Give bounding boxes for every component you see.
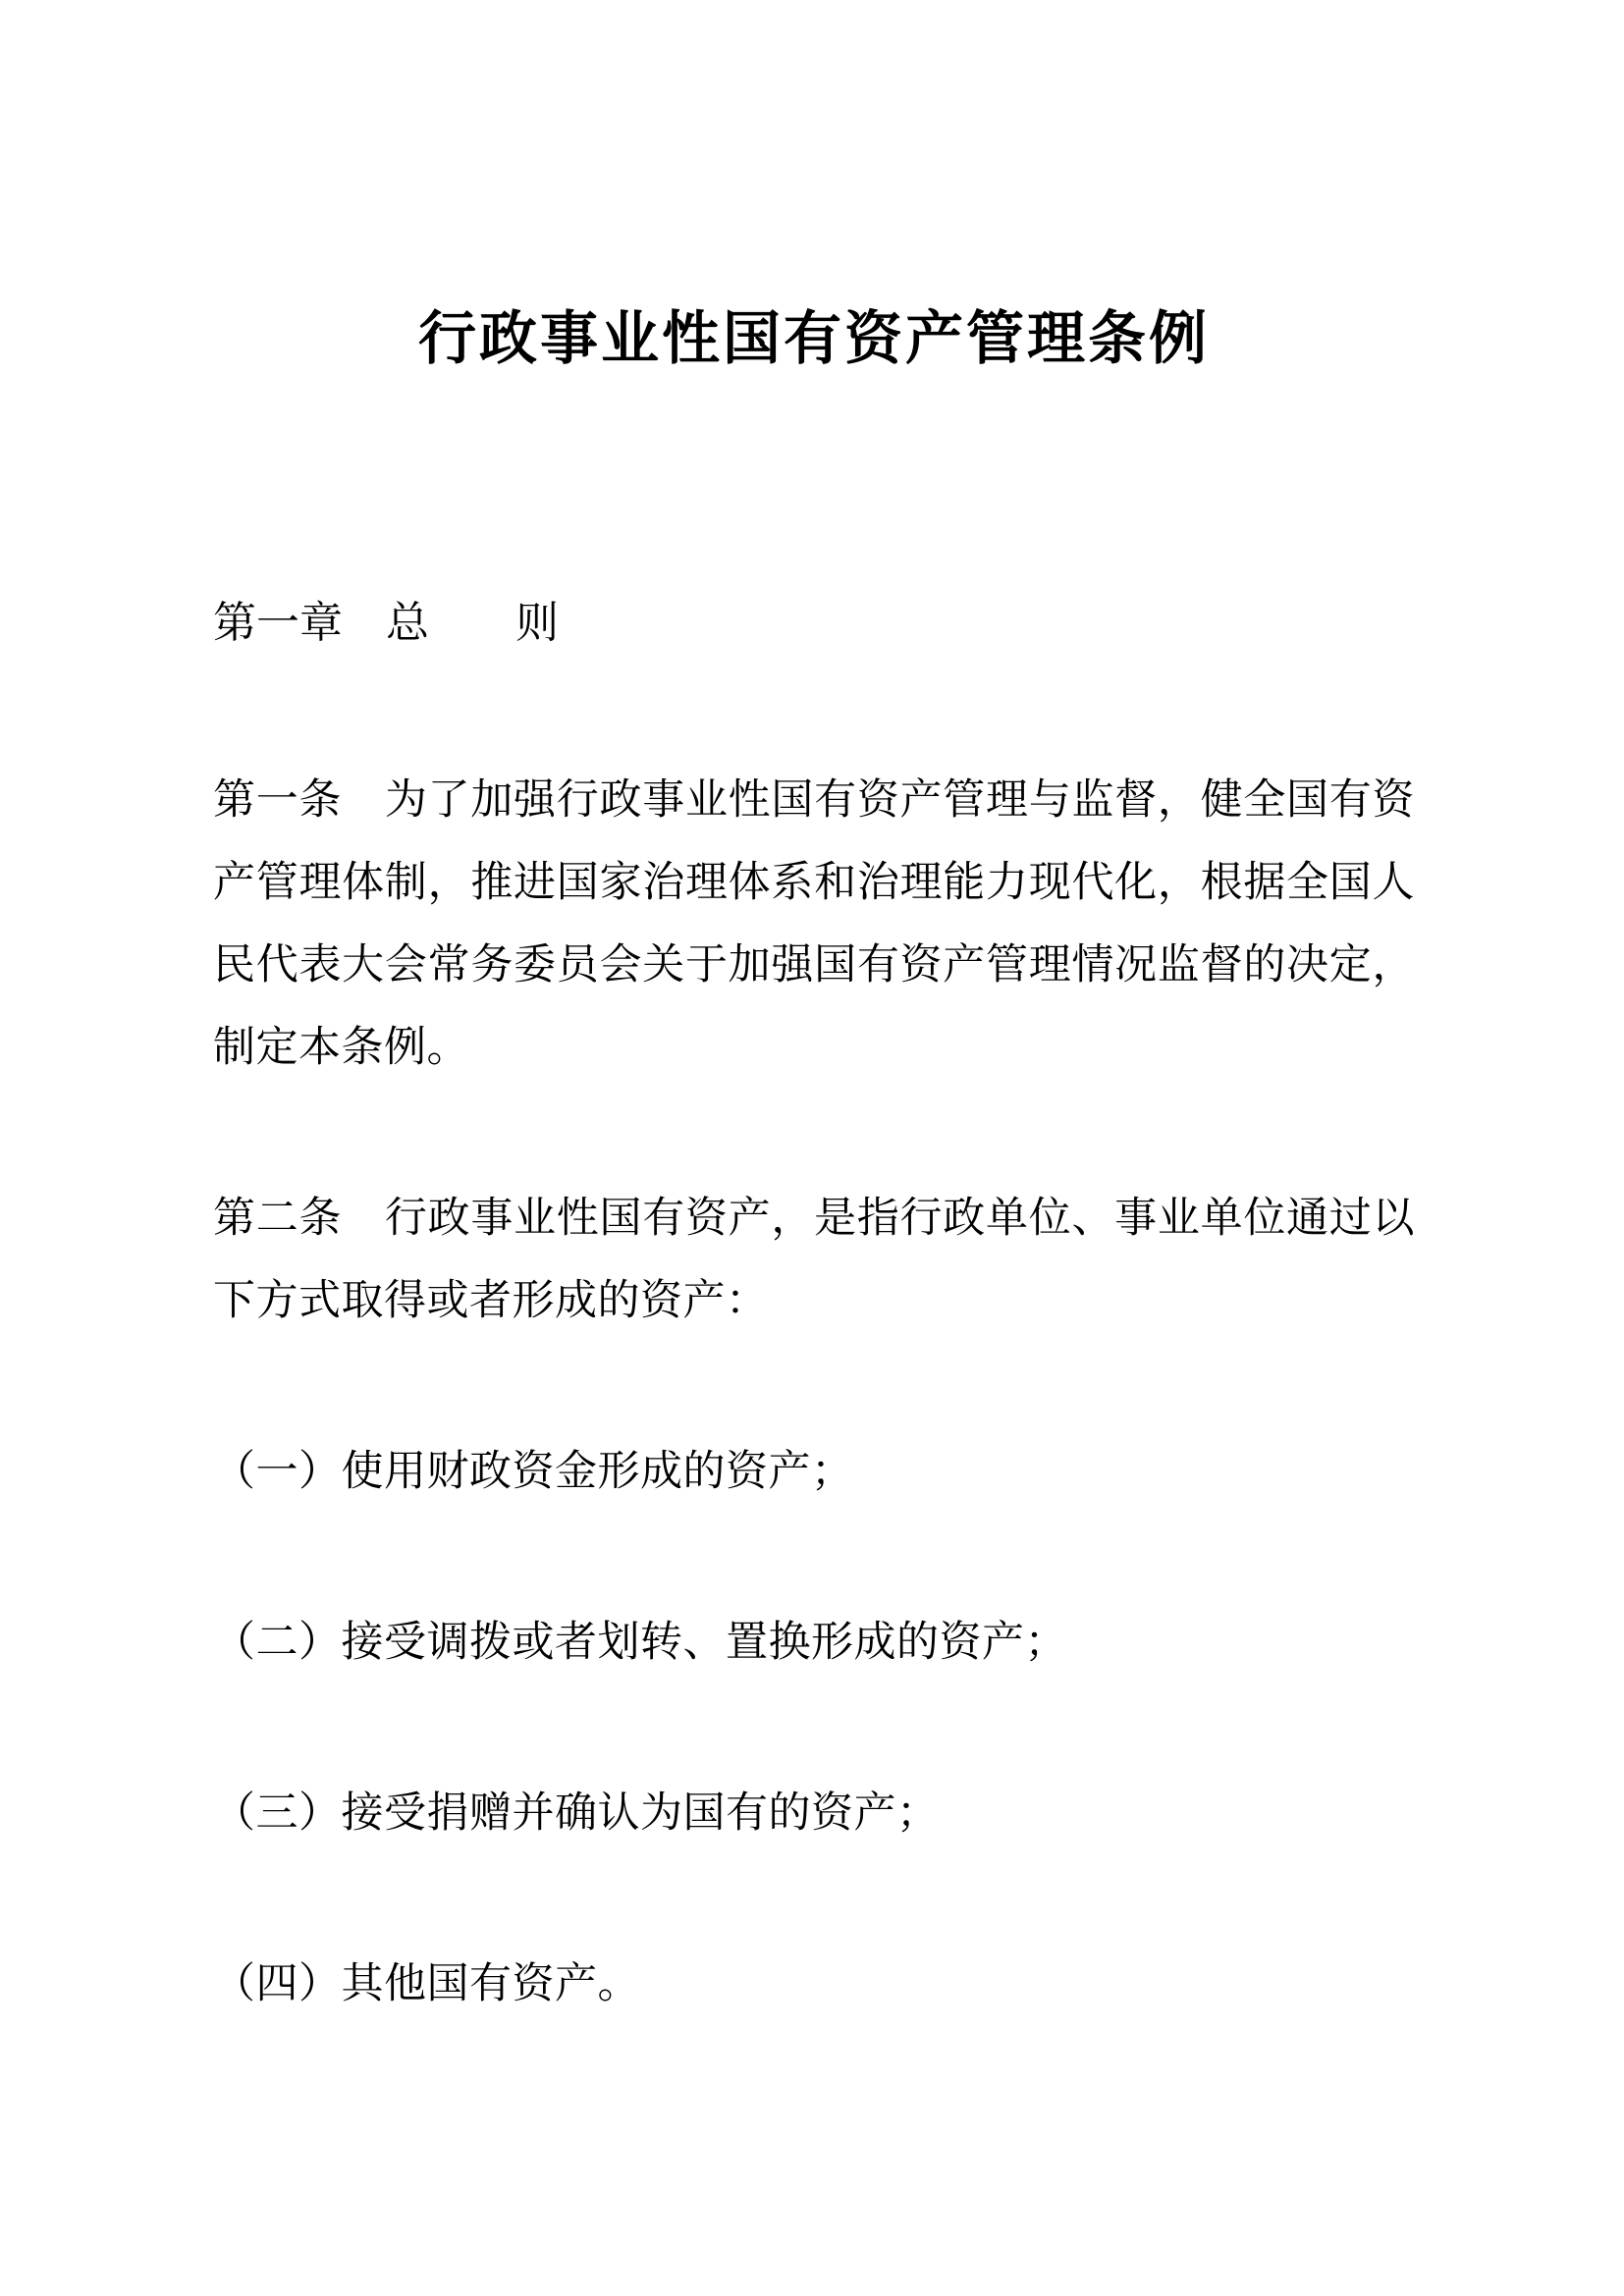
list-item-2: （二）接受调拨或者划转、置换形成的资产； [213, 1620, 1067, 1666]
article-1-paragraph: 第一条 为了加强行政事业性国有资产管理与监督，健全国有资产管理体制，推进国家治理体系和治理能力现代化，根据全国人民代表大会常务委员会关于加强国有资产管理情况监督的决定，制定本条例。 [213, 777, 1415, 1071]
list-item-1: （一）使用财政资金形成的资产； [213, 1449, 854, 1495]
document-title: 行政事业性国有资产管理条例 [417, 306, 1210, 371]
list-item-4: （四）其他国有资产。 [213, 1961, 640, 2007]
list-item-3: （三）接受捐赠并确认为国有的资产； [213, 1790, 940, 1837]
article-2-paragraph: 第二条 行政事业性国有资产，是指行政单位、事业单位通过以下方式取得或者形成的资产： [213, 1196, 1415, 1324]
chapter-heading: 第一章 总 则 [213, 599, 559, 647]
